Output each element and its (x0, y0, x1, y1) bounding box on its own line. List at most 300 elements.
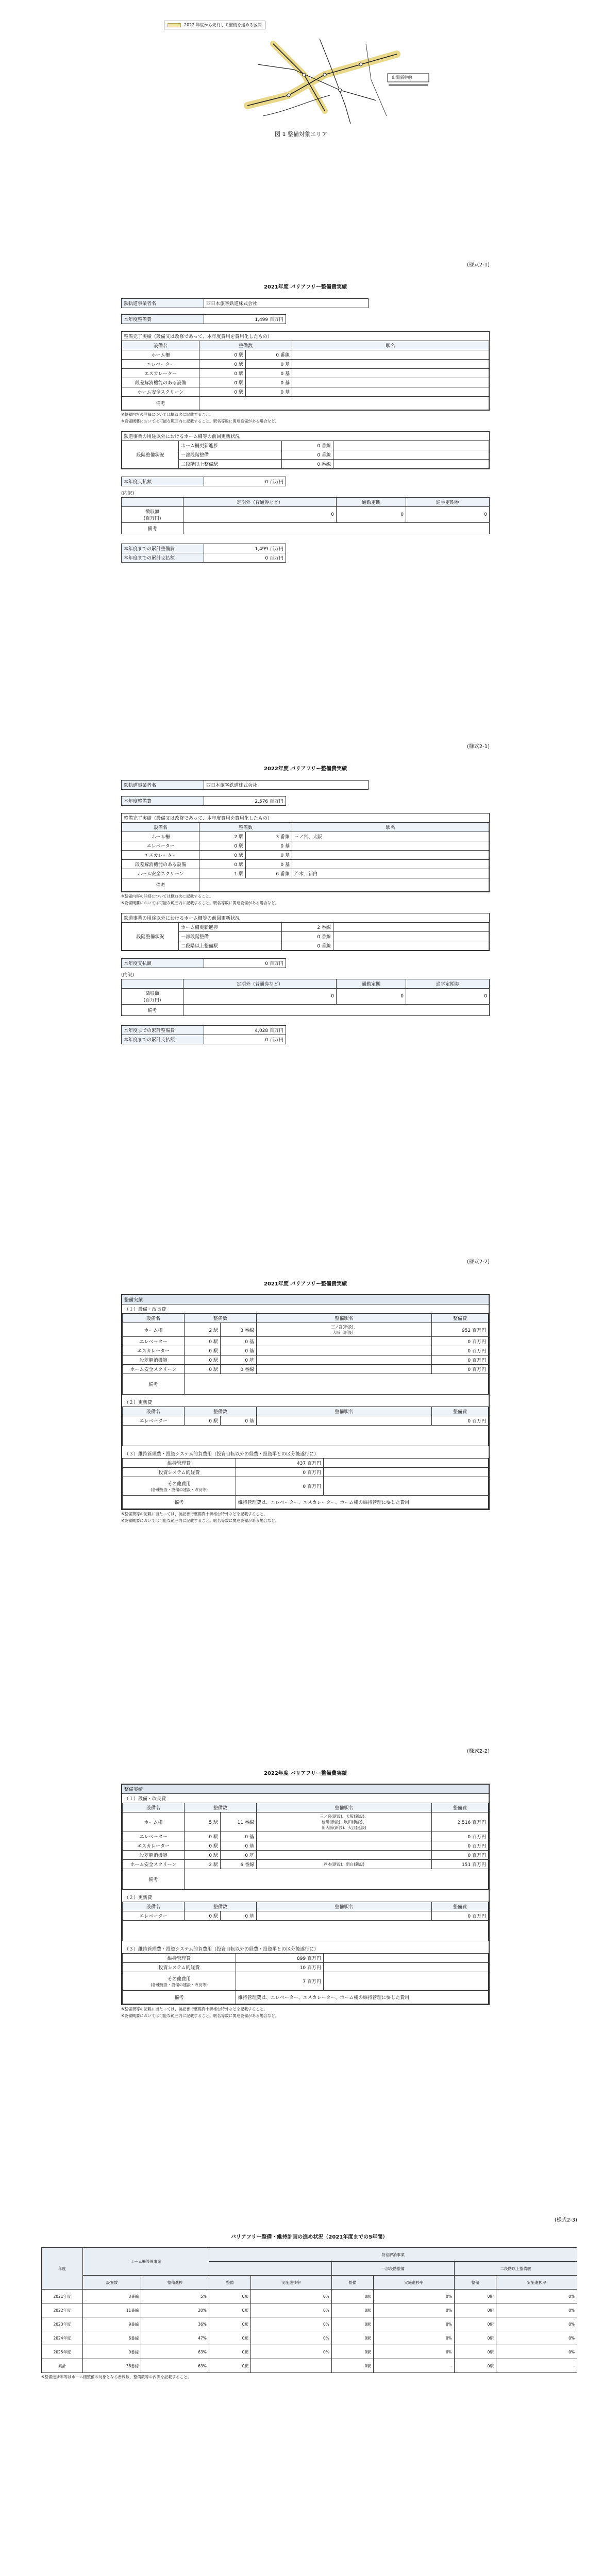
station-label: 山陽新幹線 (392, 75, 412, 80)
table-cell: 0 駅 (199, 860, 246, 869)
table-cell: 0 百万円 (432, 1355, 489, 1365)
table-cell: 0 駅 (185, 1851, 221, 1860)
remark-value: 維持管理費は、エレベーター、エスカレーター、ホーム柵の維持管理に要した費用 (236, 1496, 489, 1509)
group-title: （２）更新費 (124, 1895, 153, 1901)
table-cell: 2025年度 (42, 2345, 83, 2359)
column-header: 実施進捗率 (250, 2276, 331, 2290)
table-cell: エスカレーター (122, 851, 199, 860)
renewal-table (122, 1406, 489, 1446)
table-cell (257, 1346, 432, 1355)
table-cell: 952 百万円 (432, 1323, 489, 1337)
column-header: 実施進捗率 (373, 2276, 454, 2290)
form-number: (様式2-3) (554, 2217, 577, 2223)
annual-cost-value: 2,576 百万円 (204, 796, 286, 806)
cumulative-value: 0 百万円 (204, 1035, 286, 1044)
table-cell: 899 百万円 (236, 1954, 324, 1963)
table-cell: 0 基 (221, 1346, 257, 1355)
renewal-table (122, 1902, 489, 1941)
improvement-table (122, 1313, 489, 1395)
table-cell: 二段階以上整備駅 (179, 460, 282, 469)
group-title: （１）設備・改良費 (124, 1797, 166, 1802)
table-cell: 2 駅 (185, 1323, 221, 1337)
column-header: 整備費 (432, 1314, 489, 1323)
table-cell: 0 基 (221, 1416, 257, 1426)
note: ※整備進捗率等はホーム柵整備の対象となる番線数、整備数等の内訳を記載すること。 (41, 2375, 192, 2379)
table-cell: エスカレーター (122, 369, 199, 378)
table-cell: 0駅 (331, 2303, 373, 2317)
table-row (42, 2290, 577, 2303)
table-cell: 0% (250, 2290, 331, 2303)
table-cell: 0 駅 (199, 851, 246, 860)
form-number: (様式2-2) (466, 1749, 490, 1754)
table-cell: 0 基 (221, 1832, 257, 1841)
table-cell: 0駅 (454, 2345, 496, 2359)
detail-row-label: 徴収額 (百万円) (122, 507, 183, 523)
table-cell: 0駅 (454, 2317, 496, 2331)
table-cell: 0 駅 (199, 350, 246, 360)
table-cell: 0 駅 (185, 1911, 221, 1921)
table-cell (292, 841, 489, 851)
table-cell: 5% (141, 2290, 209, 2303)
column-header: 駅名 (292, 823, 489, 832)
table-cell: 0 百万円 (432, 1337, 489, 1346)
table-cell: 0駅 (209, 2303, 250, 2317)
table-row (123, 1841, 489, 1851)
table-cell: 47% (141, 2331, 209, 2345)
table-row (42, 2359, 577, 2373)
table-cell: 0% (496, 2345, 577, 2359)
table-cell (250, 2359, 331, 2373)
table-cell: 0 百万円 (432, 1841, 489, 1851)
table-cell: 0駅 (454, 2331, 496, 2345)
column-header: 整備費 (432, 1803, 489, 1812)
annual-cost-label: 本年度整備費 (122, 315, 204, 324)
other-group-label: 段階整備状況 (122, 923, 179, 951)
table-cell: 0 (336, 507, 406, 523)
cumulative-label: 本年度までの累計支払額 (122, 553, 204, 563)
table-row (122, 387, 489, 397)
maintenance-table (122, 1953, 489, 2004)
table-row (123, 1954, 489, 1963)
column-header: 通勤定期 (336, 979, 406, 989)
table-row (42, 2331, 577, 2345)
table-row (123, 1337, 489, 1346)
table-cell: 0 基 (246, 369, 292, 378)
completion-table (122, 822, 489, 892)
table-row (123, 1963, 489, 1972)
table-cell: 0駅 (454, 2359, 496, 2373)
table-row (123, 1459, 489, 1468)
table-cell: 3番線 (83, 2290, 141, 2303)
remark-label: 備考 (123, 1991, 236, 2004)
table-cell: 151 百万円 (432, 1860, 489, 1869)
cumulative-table (121, 544, 286, 563)
column-header: 設備名 (122, 341, 199, 350)
company-value: 西日本旅客鉄道株式会社 (204, 299, 369, 308)
table-cell: エレベーター (123, 1911, 185, 1921)
detail-table (121, 497, 490, 534)
table-cell: 0% (250, 2303, 331, 2317)
table-cell: 0% (496, 2303, 577, 2317)
table-cell: 0 基 (246, 851, 292, 860)
table-cell: 0 番線 (282, 932, 333, 941)
cumulative-label: 本年度までの累計整備費 (122, 544, 204, 553)
form-title: 2021年度 バリアフリー整備費実績 (264, 284, 347, 290)
table-cell: ホーム柵更新進捗 (179, 441, 282, 450)
table-cell: 0 基 (246, 378, 292, 387)
other-group-label: 段階整備状況 (122, 441, 179, 469)
payment-value: 0 百万円 (204, 959, 286, 968)
table-cell: 2024年度 (42, 2331, 83, 2345)
column-header: 整備数 (185, 1407, 257, 1416)
table-row (122, 441, 489, 450)
note: ※整備費等の記載に当たっては、前記書行整備費十価格台特外などを記載すること。 (121, 1512, 267, 1516)
table-cell: 0 百万円 (432, 1416, 489, 1426)
payment-label: 本年度支払額 (122, 477, 204, 486)
detail-table (121, 979, 490, 1016)
table-cell: 段差解消機能のある設備 (122, 860, 199, 869)
maintenance-table (122, 1458, 489, 1509)
table-cell: 0 (336, 989, 406, 1005)
table-cell: 三ノ宮、大阪 (292, 832, 489, 841)
results-title: 整備実績 (122, 1295, 489, 1304)
table-cell: 累計 (42, 2359, 83, 2373)
table-cell: エレベーター (122, 360, 199, 369)
column-header: 設備名 (123, 1902, 185, 1911)
column-header: 設備名 (123, 1314, 185, 1323)
table-cell: 段差解消機能 (123, 1355, 185, 1365)
table-cell: ホーム柵 (123, 1323, 185, 1337)
form-title: 2022年度 バリアフリー整備費実績 (264, 1771, 347, 1776)
form-title: 2021年度 バリアフリー整備費実績 (264, 1281, 347, 1287)
table-row (123, 1416, 489, 1426)
note: ※設備概要においては可能な範囲内に記載すること。駅名等数に関連設備がある場合など。 (121, 2013, 279, 2019)
table-row (122, 360, 489, 369)
table-cell: ホーム安全スクリーン (123, 1365, 185, 1374)
note: ※設備概要においては可能な範囲内に記載すること。駅名等数に関連設備がある場合など。 (121, 901, 279, 906)
table-cell: 9番線 (83, 2317, 141, 2331)
table-cell (257, 1911, 432, 1921)
form-title: 2022年度 バリアフリー整備費実績 (264, 766, 347, 772)
form-2-1-2021 (121, 260, 490, 563)
table-cell: 3 番線 (246, 832, 292, 841)
payment-table (121, 958, 286, 968)
cumulative-table (121, 1025, 286, 1044)
group-title: （１）設備・改良費 (124, 1307, 166, 1312)
column-header: 通学定期券 (406, 979, 489, 989)
table-cell: 0% (373, 2303, 454, 2317)
table-row (42, 2345, 577, 2359)
table-cell: 0駅 (209, 2331, 250, 2345)
table-cell: 0 駅 (185, 1416, 221, 1426)
column-header: 設備名 (122, 823, 199, 832)
table-row (122, 869, 489, 878)
remark-label: 備考 (122, 397, 199, 410)
table-cell: 0 番線 (282, 941, 333, 951)
detail-row-label: 徴収額 (百万円) (122, 989, 183, 1005)
legend-text: 2022 年度から先行して整備を進める区間 (184, 23, 262, 27)
table-cell: 0 (406, 507, 489, 523)
table-cell: 0 駅 (199, 360, 246, 369)
table-cell: 0 百万円 (432, 1832, 489, 1841)
form-number: (様式2-1) (466, 744, 490, 750)
table-cell: 0% (250, 2331, 331, 2345)
table-cell (292, 350, 489, 360)
table-cell: 三ノ宮(新設)、 大阪（新設） (257, 1323, 432, 1337)
table-cell: 0 基 (246, 841, 292, 851)
table-cell: 0駅 (331, 2331, 373, 2345)
annual-cost-label: 本年度整備費 (122, 796, 204, 806)
column-header: 年度 (42, 2248, 83, 2290)
table-cell: 0駅 (331, 2359, 373, 2373)
table-row (123, 1860, 489, 1869)
table-cell: 0 番線 (282, 460, 333, 469)
table-row (123, 1365, 489, 1374)
table-cell: 0 百万円 (432, 1911, 489, 1921)
table-cell: 一部段階整備 (179, 450, 282, 460)
table-cell: 0 百万円 (432, 1365, 489, 1374)
table-cell: 2 駅 (199, 832, 246, 841)
group-title: （３）維持管理費・投資システム的負費用（投資自転以外の経費・投資単との区分後遂行に） (124, 1947, 319, 1952)
completion-box (121, 813, 490, 892)
completion-title: 整備完了実績（設備又は改修であって、本年度費用を費用化したもの） (124, 816, 272, 821)
annual-cost-value: 1,499 百万円 (204, 315, 286, 324)
table-cell: 6 番線 (246, 869, 292, 878)
table-cell: 段差解消機能 (123, 1851, 185, 1860)
table-row (122, 841, 489, 851)
table-row (123, 1911, 489, 1921)
table-cell: 0駅 (331, 2290, 373, 2303)
column-header (122, 498, 183, 507)
table-cell: 0 百万円 (432, 1851, 489, 1860)
remark-label: 備考 (123, 1869, 185, 1890)
company-value: 西日本旅客鉄道株式会社 (204, 781, 369, 790)
column-header: 定期外（普通券など） (183, 498, 337, 507)
note: ※整備内容の詳細については概ね次に記載すること。 (121, 412, 213, 417)
other-table (122, 440, 489, 469)
table-cell: 11番線 (83, 2303, 141, 2317)
table-cell: エレベーター (123, 1416, 185, 1426)
route-map (242, 33, 433, 126)
table-cell (257, 1365, 432, 1374)
cumulative-label: 本年度までの累計支払額 (122, 1035, 204, 1044)
table-cell: 5 駅 (185, 1812, 221, 1832)
remark-label: 備考 (122, 878, 199, 892)
other-title: 鉄道事業の用途以外におけるホーム柵等の前回更新状況 (124, 434, 240, 440)
form-2-2-2021 (121, 1257, 490, 1523)
table-cell: 一部段階整備 (179, 932, 282, 941)
table-cell: 0 百万円 (432, 1346, 489, 1355)
table-row (122, 851, 489, 860)
table-cell: 0 基 (246, 360, 292, 369)
table-cell: 0 基 (221, 1841, 257, 1851)
note: ※整備内容の詳細については概ね次に記載すること。 (121, 894, 213, 899)
table-row (122, 860, 489, 869)
column-header: 通学定期券 (406, 498, 489, 507)
annual-cost-table (121, 796, 286, 806)
table-cell (257, 1355, 432, 1365)
table-cell: 0駅 (209, 2317, 250, 2331)
column-header: 通勤定期 (336, 498, 406, 507)
table-cell (257, 1416, 432, 1426)
table-cell: 投資システム的経費 (123, 1963, 236, 1972)
table-cell: 0 駅 (185, 1355, 221, 1365)
table-cell: 2022年度 (42, 2303, 83, 2317)
cumulative-value: 0 百万円 (204, 553, 286, 563)
column-header: 整備駅名 (257, 1803, 432, 1812)
column-header: ホーム柵設置事業 (83, 2248, 209, 2276)
table-cell (292, 387, 489, 397)
map-legend (164, 21, 380, 29)
table-cell: 0 駅 (185, 1337, 221, 1346)
table-cell: エレベーター (122, 841, 199, 851)
table-cell: 0% (373, 2290, 454, 2303)
column-header: 整備数 (185, 1902, 257, 1911)
detail-label: (内訳) (121, 491, 135, 497)
other-box (121, 431, 490, 469)
table-cell: 3 番線 (221, 1323, 257, 1337)
table-cell: 維持管理費 (123, 1459, 236, 1468)
table-cell: 0% (496, 2331, 577, 2345)
payment-label: 本年度支払額 (122, 959, 204, 968)
table-cell: 0駅 (454, 2303, 496, 2317)
table-cell: 0駅 (331, 2345, 373, 2359)
column-header: 駅名 (292, 341, 489, 350)
detail-label: (内訳) (121, 973, 135, 978)
table-cell: 0 百万円 (236, 1477, 324, 1496)
table-cell: 0 番線 (282, 450, 333, 460)
column-header: 定期外（普通券など） (183, 979, 337, 989)
table-cell: エレベーター (123, 1337, 185, 1346)
column-header (122, 979, 183, 989)
remark-label: 備考 (123, 1496, 236, 1509)
table-row (123, 1832, 489, 1841)
completion-box (121, 331, 490, 411)
table-cell: 0 駅 (199, 841, 246, 851)
column-header: 二段階以上整備駅 (454, 2262, 577, 2276)
row-subtitle: (各種施設・設備の建設・改良等) (150, 1487, 208, 1492)
table-cell (292, 369, 489, 378)
table-row (123, 1851, 489, 1860)
table-cell: ホーム柵 (122, 350, 199, 360)
column-header: 整備数 (199, 823, 292, 832)
legend-swatch (168, 23, 181, 27)
table-cell: 0 駅 (185, 1832, 221, 1841)
column-header: 整備進捗 (141, 2276, 209, 2290)
table-cell: ホーム柵 (122, 832, 199, 841)
table-cell: 6 番線 (221, 1860, 257, 1869)
table-cell: 63% (141, 2345, 209, 2359)
table-cell: 0駅 (209, 2359, 250, 2373)
table-cell: 437 百万円 (236, 1459, 324, 1468)
results-box (121, 1784, 490, 2005)
table-row (122, 923, 489, 932)
table-row (122, 378, 489, 387)
cumulative-value: 4,028 百万円 (204, 1026, 286, 1035)
other-table (122, 922, 489, 951)
column-header: 実施進捗率 (496, 2276, 577, 2290)
table-cell: 2,516 百万円 (432, 1812, 489, 1832)
table-cell: 0 基 (221, 1355, 257, 1365)
table-cell: 0 百万円 (236, 1468, 324, 1477)
group-title: （２）更新費 (124, 1400, 153, 1405)
table-row (123, 1477, 489, 1496)
table-cell: 三ノ宮(新設)、大阪(新設)、 桂川(新設)、吹田(新設)、 新大阪(新設)、大江(延設) (257, 1812, 432, 1832)
table-cell: その他費用 (各種施設・設備の建設・改良等) (123, 1477, 236, 1496)
table-cell: 0 基 (221, 1911, 257, 1921)
completion-table (122, 341, 489, 410)
form-number: (様式2-2) (466, 1259, 490, 1265)
table-cell: 投資システム的経費 (123, 1468, 236, 1477)
column-header: 整備数 (199, 341, 292, 350)
table-cell: 0 駅 (199, 369, 246, 378)
payment-table (121, 477, 286, 486)
table-cell: 0% (373, 2345, 454, 2359)
column-header: 整備費 (432, 1407, 489, 1416)
column-header: 整備 (454, 2276, 496, 2290)
results-title: 整備実績 (122, 1785, 489, 1794)
table-cell: 0駅 (331, 2317, 373, 2331)
table-row (122, 369, 489, 378)
annual-cost-table (121, 314, 286, 324)
table-cell: 0 基 (246, 860, 292, 869)
table-row (122, 832, 489, 841)
other-title: 鉄道事業の用途以外におけるホーム柵等の前回更新状況 (124, 916, 240, 922)
figure-caption: 図 1 整備対象エリア (275, 131, 327, 138)
table-cell: ホーム安全スクリーン (123, 1860, 185, 1869)
column-header: 整備 (209, 2276, 250, 2290)
table-cell (257, 1841, 432, 1851)
table-cell: 0 番線 (282, 441, 333, 450)
table-cell: 芦木(新設)、新白(新設) (257, 1860, 432, 1869)
table-row (123, 1812, 489, 1832)
group-title: （３）維持管理費・投資システム的負費用（投資自転以外の経費・投資単との区分後遂行に） (124, 1452, 319, 1457)
cumulative-label: 本年度までの累計整備費 (122, 1026, 204, 1035)
company-label: 鉄軌道事業者名 (122, 299, 204, 308)
table-cell (257, 1832, 432, 1841)
column-header: 整備数 (185, 1314, 257, 1323)
table-cell: 63% (141, 2359, 209, 2373)
table-cell: 0% (373, 2317, 454, 2331)
table-cell: 10 百万円 (236, 1963, 324, 1972)
table-row (42, 2317, 577, 2331)
remark-value: 維持管理費は、エレベーター、エスカレーター、ホーム柵の維持管理に要した費用 (236, 1991, 489, 2004)
column-header: 一部段階整備 (331, 2262, 454, 2276)
table-cell: 20% (141, 2303, 209, 2317)
table-cell: 2 番線 (282, 923, 333, 932)
table-cell: その他費用 (各種施設・設備の建設・改良等) (123, 1972, 236, 1991)
table-cell: ホーム柵更新進捗 (179, 923, 282, 932)
form-title: バリアフリー整備・維持計画の進め状況（2021年度までの5年間） (230, 2234, 388, 2240)
table-cell: 0% (373, 2331, 454, 2345)
table-cell: 0% (250, 2345, 331, 2359)
table-cell: 0 駅 (185, 1841, 221, 1851)
column-header: 整備数 (185, 1803, 257, 1812)
table-cell: 0% (496, 2317, 577, 2331)
completion-title: 整備完了実績（設備又は改修であって、本年度費用を費用化したもの） (124, 334, 272, 340)
table-cell: 0 (183, 507, 337, 523)
form-2-2-2022 (121, 1747, 490, 2019)
note: ※整備費等の記載に当たっては、前記書行整備費十価格台特外などを記載すること。 (121, 2007, 267, 2011)
table-cell: 38番線 (83, 2359, 141, 2373)
column-header: 設置数 (83, 2276, 141, 2290)
table-cell: 0 駅 (199, 387, 246, 397)
table-cell: 0 (406, 989, 489, 1005)
note: ※設備概要においては可能な範囲内に記載すること。駅名等数に関連設備がある場合など。 (121, 419, 279, 424)
table-cell: - (373, 2359, 454, 2373)
table-cell: 0 駅 (185, 1365, 221, 1374)
table-cell: 2 駅 (185, 1860, 221, 1869)
